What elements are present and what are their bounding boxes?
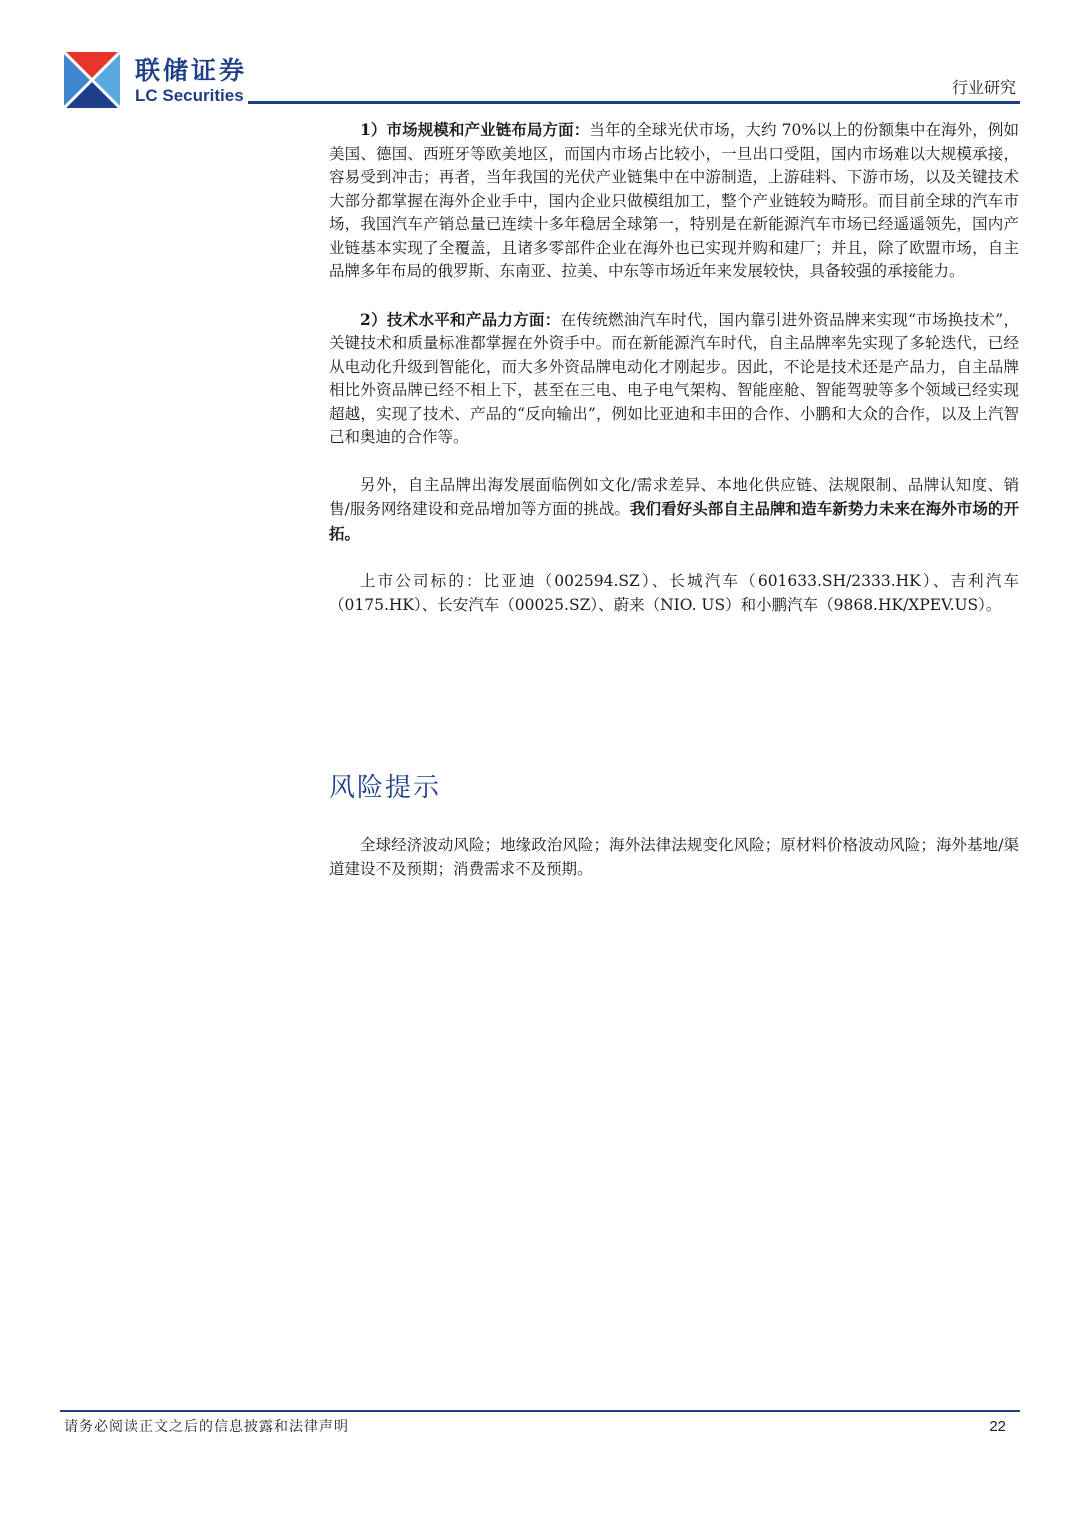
footer-disclaimer: 请务必阅读正文之后的信息披露和法律声明 [64, 1419, 349, 1435]
page-number: 22 [989, 1418, 1006, 1435]
paragraph-heading: 2）技术水平和产品力方面： [360, 309, 561, 329]
paragraph-text: 在传统燃油汽车时代，国内靠引进外资品牌来实现“市场换技术”，关键技术和质量标准都掌握在外资手中。而在新能源汽车时代，自主品牌率先实现了多轮迭代，已经从电动化升级到智能化，而大多外资品牌电动化才刚起步。因此，不论是技术还是产品力，自主品牌相比外资品牌已经不相上下，甚至在三电、电子电气架构、智能座舱、智能驾驶等多个领域已经实现超越，实现了技术、产品的“反向输出”，例如比亚迪和丰田的合作、小鹏和大众的合作，以及上汽智己和奥迪的合作等。 [329, 310, 1019, 446]
lc-securities-logo-icon [64, 52, 120, 108]
paragraph-listed-companies [329, 570, 1019, 617]
risk-text: 全球经济波动风险；地缘政治风险；海外法律法规变化风险；原材料价格波动风险；海外基地/渠道建设不及预期；消费需求不及预期。 [329, 836, 1019, 878]
paragraph-heading: 1）市场规模和产业链布局方面： [360, 120, 590, 139]
brand-name-cn: 联储证券 [135, 56, 248, 85]
paragraph-conclusion: 我们看好头部自主品牌和造车新势力未来在海外市场的开拓。 [329, 499, 1019, 543]
page-header [0, 0, 1080, 110]
paragraph-text: 上市公司标的：比亚迪（002594.SZ）、长城汽车（601633.SH/2333.HK）、吉利汽车（0175.HK）、长安汽车（00025.SZ）、蔚来（NIO. US）和小鹏汽车（9868.HK/XPEV.US）。 [329, 572, 1019, 614]
paragraph-market-scale [329, 118, 1019, 284]
report-body [329, 118, 1019, 641]
header-divider [248, 101, 1020, 104]
paragraph-text: 另外，自主品牌出海发展面临例如文化/需求差异、本地化供应链、法规限制、品牌认知度、销售/服务网络建设和竞品增加等方面的挑战。 [329, 475, 1019, 518]
paragraph-challenges [329, 474, 1019, 547]
brand-name-en: LC Securities [135, 86, 244, 105]
paragraph-technology [329, 308, 1019, 450]
risk-section-title: 风险提示 [329, 773, 442, 803]
report-category: 行业研究 [951, 78, 1016, 97]
risk-section-body [329, 834, 1019, 881]
footer-divider [60, 1410, 1020, 1412]
paragraph-text: 当年的全球光伏市场，大约 70%以上的份额集中在海外，例如美国、德国、西班牙等欧美地区，而国内市场占比较小，一旦出口受阻，国内市场难以大规模承接，容易受到冲击；再者，当年我国的光伏产业链集中在中游制造，上游硅料、下游市场，以及关键技术大部分都掌握在海外企业手中，国内企业只做模组加工，整个产业链较为畸形。而目前全球的汽车市场，我国汽车产销总量已连续十多年稳居全球第一，特别是在新能源汽车市场已经遥遥领先，国内产业链基本实现了全覆盖，且诸多零部件企业在海外也已实现并购和建厂；并且，除了欧盟市场，自主品牌多年布局的俄罗斯、东南亚、拉美、中东等市场近年来发展较快，具备较强的承接能力。 [329, 121, 1019, 280]
